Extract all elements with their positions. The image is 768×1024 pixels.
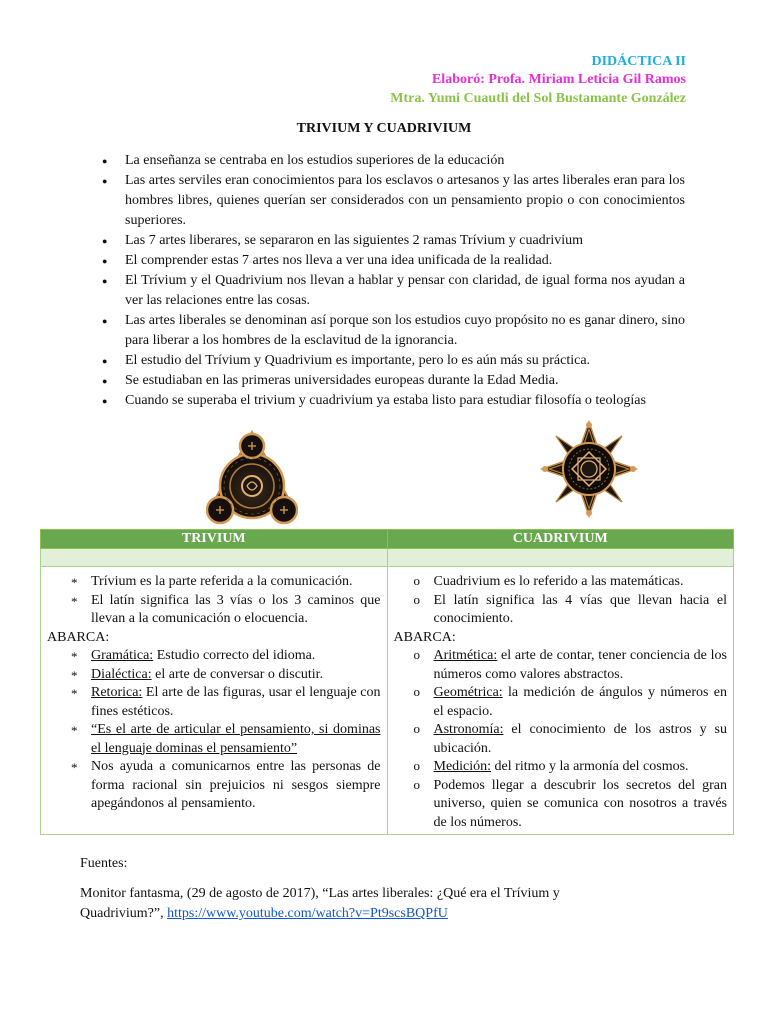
cuadrivium-cell	[387, 567, 734, 835]
term: Astronomía:	[433, 722, 504, 737]
list-item	[394, 777, 728, 833]
trivium-abarca-label: ABARCA:	[47, 629, 110, 645]
spacer-cell	[387, 549, 734, 567]
term: Aritmética:	[433, 648, 498, 663]
trivium-emblem-icon	[206, 430, 298, 528]
bullet-list	[125, 151, 685, 411]
column-header-trivium: TRIVIUM	[41, 530, 388, 549]
term: Medición:	[433, 759, 492, 774]
list-item	[47, 647, 381, 666]
spacer-cell	[41, 549, 388, 567]
list-item	[394, 684, 728, 721]
quote: “Es el arte de articular el pensamiento, si dominas el lenguaje dominas el pensamiento”	[91, 722, 381, 756]
list-item: o El latín significa las 4 vías que llevan hacia el conocimiento.	[394, 592, 728, 629]
table-spacer-row	[41, 549, 734, 567]
sources-label: Fuentes:	[80, 856, 128, 871]
trivium-items-list	[47, 647, 381, 814]
definition: Nos ayuda a comunicarnos entre las personas de forma racional sin prejuicios ni sesgos siempre apegándonos al pensamiento.	[91, 759, 381, 811]
list-item: ● Las artes liberales se denominan así porque son los estudios cuyo propósito no es ganar dinero, sino para liberar a los hombres de la esclavitud de la ignorancia.	[125, 311, 685, 351]
trivium-intro-list	[47, 573, 381, 629]
definition: del ritmo y la armonía del cosmos.	[491, 759, 689, 774]
list-item	[394, 721, 728, 758]
definition: el arte de conversar o discutir.	[151, 666, 324, 682]
definition: El arte de las figuras, usar el lenguaje con fines estéticos.	[91, 685, 381, 719]
definition: Estudio correcto del idioma.	[153, 648, 316, 663]
term: Geométrica:	[433, 685, 503, 700]
list-item	[47, 758, 381, 814]
cuadrivium-abarca-label: ABARCA:	[393, 629, 456, 645]
list-item: * El latín significa las 3 vías o los 3 caminos que llevan a la comunicación o elocuencia.	[47, 592, 381, 629]
trivium-cell	[41, 567, 388, 835]
header-author: Elaboró: Profa. Miriam Leticia Gil Ramos	[431, 72, 686, 87]
list-item	[394, 647, 728, 684]
term: Retorica:	[91, 685, 143, 700]
list-item	[47, 721, 381, 758]
citation-text: Monitor fantasma, (29 de agosto de 2017), “Las artes liberales: ¿Qué era el Trívium y Quadrivium?”,	[80, 886, 560, 921]
definition: el conocimiento de los astros y su ubicación.	[433, 722, 727, 756]
source-link[interactable]: https://www.youtube.com/watch?v=Pt9scsBQPfU	[167, 906, 448, 921]
page-title: TRIVIUM Y CUADRIVIUM	[296, 121, 472, 136]
list-item: o Cuadrivium es lo referido a las matemáticas.	[394, 573, 728, 592]
table-header-row	[41, 530, 734, 549]
column-header-cuadrivium: CUADRIVIUM	[387, 530, 734, 549]
list-item: ● El comprender estas 7 artes nos lleva a ver una idea unificada de la realidad.	[125, 251, 685, 271]
list-item: ● Las artes serviles eran conocimientos para los esclavos o artesanos y las artes liberales eran para los hombres libres, quienes querían ser considerados con un pensamiento propio o con conocimientos superiores.	[125, 171, 685, 231]
cuadrivium-items-list	[394, 647, 728, 832]
term: Dialéctica:	[91, 666, 152, 682]
cuadrivium-intro-list	[394, 573, 728, 629]
list-item: ● Se estudiaban en las primeras universidades europeas durante la Edad Media.	[125, 371, 685, 391]
list-item: ● Las 7 artes liberares, se separaron en las siguientes 2 ramas Trívium y cuadrivium	[125, 231, 685, 251]
definition: el arte de contar, tener conciencia de los números como valores abstractos.	[433, 648, 727, 682]
cuadrivium-mandala-icon	[538, 420, 640, 518]
list-item	[47, 666, 381, 685]
comparison-table	[40, 529, 734, 835]
definition: Podemos llegar a descubrir los secretos del gran universo, quien se comunica con nosotros a través de los números.	[433, 777, 727, 830]
header-course: DIDÁCTICA II	[591, 54, 686, 69]
list-item: ● El Trívium y el Quadrivium nos llevan a hablar y pensar con claridad, de igual forma nos ayudan a ver las relaciones entre las cosas.	[125, 271, 685, 311]
list-item	[47, 684, 381, 721]
source-citation	[80, 884, 640, 924]
list-item: * Trívium es la parte referida a la comunicación.	[47, 573, 381, 592]
term: Gramática:	[91, 648, 154, 663]
table-row	[41, 567, 734, 835]
header-coauthor: Mtra. Yumi Cuautli del Sol Bustamante González	[390, 91, 686, 106]
list-item: ● La enseñanza se centraba en los estudios superiores de la educación	[125, 151, 685, 171]
list-item	[394, 758, 728, 777]
list-item: ● El estudio del Trívium y Quadrivium es importante, pero lo es aún más su práctica.	[125, 351, 685, 371]
definition: la medición de ángulos y números en el espacio.	[433, 685, 727, 719]
list-item: ● Cuando se superaba el trivium y cuadrivium ya estaba listo para estudiar filosofía o teologías	[125, 391, 685, 411]
